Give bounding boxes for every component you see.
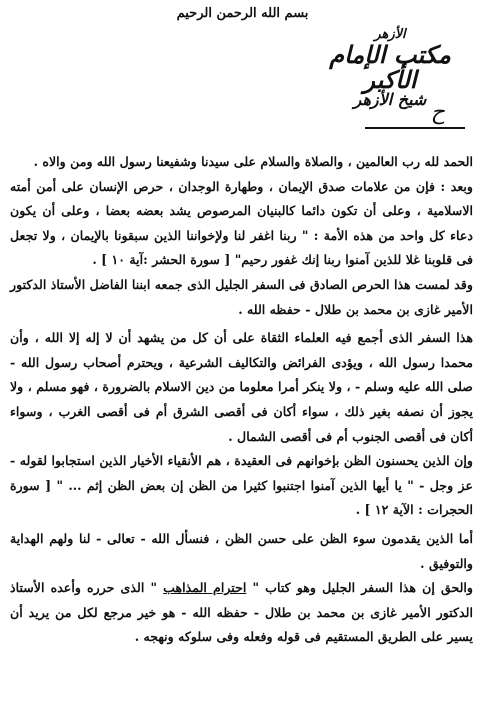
- letterhead-line2: مكتب الإمام الأكبر: [329, 39, 451, 94]
- paragraph-bad-opinion: أما الذين يقدمون سوء الظن على حسن الظن ، فنسأل الله - تعالى - لنا ولهم الهداية والتوفيق .: [10, 530, 473, 571]
- letterhead-line1: الأزهر: [374, 27, 406, 42]
- handwritten-ref-mark: ح: [430, 100, 445, 125]
- book-title: احترام المذاهب: [163, 580, 247, 596]
- ref-underline: [365, 127, 465, 129]
- paragraph-book-mention: وقد لمست هذا الحرص الصادق فى السفر الجليل الذى جمعه ابننا الفاضل الأستاذ الدكتور الأمير غازى بن محمد بن طلال - حفظه الله .: [10, 276, 473, 317]
- conclusion-text-after: " الذى حرره وأعده الأستاذ الدكتور الأمير غازى بن محمد بن طلال - حفظه الله - هو خير مرجع لكل من يريد أن يسير على الطريق المستقيم فى قوله وفعله وفى سلوكه ونهجه .: [10, 580, 473, 645]
- basmala: بسم الله الرحمن الرحيم: [176, 6, 309, 21]
- paragraph-consensus: هذا السفر الذى أجمع فيه العلماء الثقاة على أن كل من يشهد أن لا إله إلا الله ، وأن محمدا رسول الله ، ويؤدى الفرائض والتكاليف الشرعية ، ويحترم أصحاب رسول الله - صلى الله عليه وسلم - ، ولا ينكر أمرا معلوما من دين الاسلام بالضرورة ، فهو مسلم ، ولا يجوز أن نصفه بغير ذلك ، سواء أكان فى أقصى الشرق أم فى أقصى الغرب ، وسواء أكان فى أقصى الجنوب أم فى أقصى الشمال .: [10, 330, 473, 444]
- paragraph-conclusion: [10, 576, 473, 650]
- letterhead-line3: شيخ الأزهر: [353, 90, 427, 110]
- paragraph-good-opinion: وإن الذين يحسنون الظن بإخوانهم فى العقيدة ، هم الأنقياء الأخيار الذين استجابوا لقوله - عز وجل - " يا أيها الذين آمنوا اجتنبوا كثيرا من الظن إن بعض الظن إثم ... " [ سورة الحجرات : الآية ١٢ ] .: [10, 453, 473, 518]
- letterhead: [315, 28, 465, 109]
- paragraph-intro: وبعد : فإن من علامات صدق الإيمان ، وطهارة الوجدان ، حرص الإنسان على أمن أمته الاسلامية ، وعلى أن تكون دائما كالبنيان المرصوص يشد بعضه بعضا ، وعلى أن يكون دعاء كل واحد من هذه الأمة : " ربنا اغفر لنا ولإخواننا الذين سبقونا بالإيمان ، ولا تجعل فى قلوبنا غلا للذين آمنوا ربنا إنك غفور رحيم" [ سورة الحشر :آية ١٠ ] .: [10, 178, 473, 268]
- letter-body: [10, 150, 473, 650]
- conclusion-text-before: والحق إن هذا السفر الجليل وهو كتاب ": [246, 580, 474, 596]
- paragraph-opening: الحمد لله رب العالمين ، والصلاة والسلام على سيدنا وشفيعنا رسول الله ومن والاه .: [33, 154, 473, 169]
